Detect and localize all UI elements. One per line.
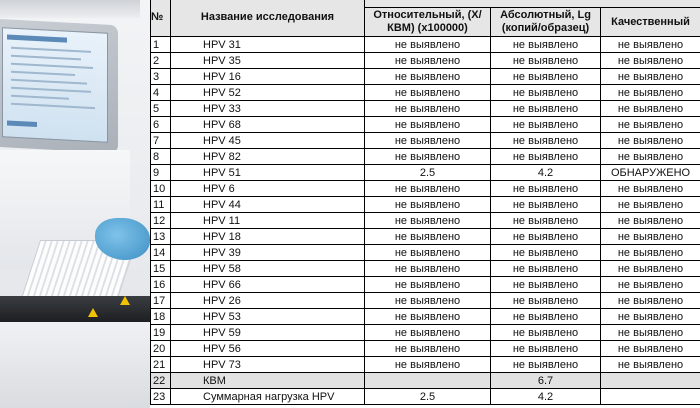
table-row — [151, 165, 700, 181]
table-row — [151, 245, 700, 261]
row-absolute-value: не выявлено — [491, 341, 601, 357]
device-touchscreen — [2, 27, 108, 143]
table-row — [151, 325, 700, 341]
row-test-name: HPV 53 — [171, 309, 365, 325]
row-number: 1 — [151, 37, 171, 53]
row-relative-value: не выявлено — [365, 69, 491, 85]
row-relative-value: не выявлено — [365, 101, 491, 117]
row-qualitative-value: не выявлено — [601, 309, 700, 325]
table-row — [151, 341, 700, 357]
table-row — [151, 357, 700, 373]
row-number: 13 — [151, 229, 171, 245]
row-qualitative-value: не выявлено — [601, 181, 700, 197]
row-relative-value: не выявлено — [365, 229, 491, 245]
row-qualitative-value: не выявлено — [601, 69, 700, 85]
row-number: 19 — [151, 325, 171, 341]
row-qualitative-value — [601, 373, 700, 389]
row-number: 8 — [151, 149, 171, 165]
table-row — [151, 181, 700, 197]
row-absolute-value: не выявлено — [491, 213, 601, 229]
table-row — [151, 53, 700, 69]
row-test-name: КВМ — [171, 373, 365, 389]
row-test-name: HPV 35 — [171, 53, 365, 69]
row-test-name: HPV 66 — [171, 277, 365, 293]
row-qualitative-value: не выявлено — [601, 245, 700, 261]
row-number: 17 — [151, 293, 171, 309]
pcr-device-photo — [0, 0, 152, 408]
row-absolute-value: не выявлено — [491, 245, 601, 261]
row-relative-value: не выявлено — [365, 37, 491, 53]
row-qualitative-value: не выявлено — [601, 37, 700, 53]
row-test-name: HPV 11 — [171, 213, 365, 229]
table-row — [151, 69, 700, 85]
row-relative-value: не выявлено — [365, 261, 491, 277]
row-qualitative-value: не выявлено — [601, 341, 700, 357]
row-relative-value — [365, 373, 491, 389]
row-test-name: HPV 26 — [171, 293, 365, 309]
row-number: 12 — [151, 213, 171, 229]
warning-icon — [120, 296, 130, 305]
row-qualitative-value: не выявлено — [601, 101, 700, 117]
row-absolute-value: 4.2 — [491, 165, 601, 181]
row-relative-value: не выявлено — [365, 53, 491, 69]
row-qualitative-value: не выявлено — [601, 53, 700, 69]
row-absolute-value: не выявлено — [491, 181, 601, 197]
header-result-group — [365, 0, 700, 8]
table-row — [151, 117, 700, 133]
table-row — [151, 277, 700, 293]
row-qualitative-value: не выявлено — [601, 85, 700, 101]
row-qualitative-value: не выявлено — [601, 117, 700, 133]
row-test-name: HPV 51 — [171, 165, 365, 181]
row-qualitative-value — [601, 389, 700, 405]
row-qualitative-value: не выявлено — [601, 293, 700, 309]
row-number: 5 — [151, 101, 171, 117]
row-test-name: HPV 45 — [171, 133, 365, 149]
row-absolute-value: не выявлено — [491, 149, 601, 165]
header-test-name: Название исследования — [171, 0, 365, 37]
row-qualitative-value: не выявлено — [601, 197, 700, 213]
row-qualitative-value: не выявлено — [601, 325, 700, 341]
row-number: 4 — [151, 85, 171, 101]
row-number: 21 — [151, 357, 171, 373]
total-load-row — [151, 389, 700, 405]
row-absolute-value: не выявлено — [491, 277, 601, 293]
table-row — [151, 101, 700, 117]
row-test-name: HPV 82 — [171, 149, 365, 165]
row-number: 23 — [151, 389, 171, 405]
row-number: 16 — [151, 277, 171, 293]
row-absolute-value: не выявлено — [491, 293, 601, 309]
row-relative-value: не выявлено — [365, 117, 491, 133]
row-qualitative-value: не выявлено — [601, 213, 700, 229]
row-test-name: HPV 18 — [171, 229, 365, 245]
header-relative: Относительный, (Х/КВМ) (х100000) — [365, 8, 491, 37]
row-absolute-value: 6.7 — [491, 373, 601, 389]
row-absolute-value: не выявлено — [491, 53, 601, 69]
row-number: 3 — [151, 69, 171, 85]
row-number: 14 — [151, 245, 171, 261]
table-row — [151, 293, 700, 309]
row-number: 7 — [151, 133, 171, 149]
row-absolute-value: не выявлено — [491, 325, 601, 341]
row-relative-value: не выявлено — [365, 277, 491, 293]
row-test-name: HPV 44 — [171, 197, 365, 213]
table-row — [151, 197, 700, 213]
row-test-name: HPV 58 — [171, 261, 365, 277]
row-qualitative-value: не выявлено — [601, 149, 700, 165]
table-row — [151, 133, 700, 149]
results-body — [151, 37, 700, 405]
row-test-name: HPV 59 — [171, 325, 365, 341]
row-number: 20 — [151, 341, 171, 357]
row-relative-value: не выявлено — [365, 181, 491, 197]
row-relative-value: не выявлено — [365, 149, 491, 165]
row-qualitative-value: ОБНАРУЖЕНО — [601, 165, 700, 181]
table-row — [151, 261, 700, 277]
kbm-row — [151, 373, 700, 389]
row-relative-value: не выявлено — [365, 341, 491, 357]
row-absolute-value: не выявлено — [491, 37, 601, 53]
row-number: 9 — [151, 165, 171, 181]
row-relative-value: не выявлено — [365, 293, 491, 309]
row-absolute-value: не выявлено — [491, 69, 601, 85]
row-test-name: HPV 52 — [171, 85, 365, 101]
row-test-name: HPV 73 — [171, 357, 365, 373]
row-test-name: HPV 39 — [171, 245, 365, 261]
table-row — [151, 37, 700, 53]
row-relative-value: не выявлено — [365, 245, 491, 261]
row-qualitative-value: не выявлено — [601, 229, 700, 245]
hpv-results-table — [150, 0, 700, 405]
row-test-name: HPV 31 — [171, 37, 365, 53]
warning-icon — [88, 308, 98, 317]
row-absolute-value: не выявлено — [491, 309, 601, 325]
row-qualitative-value: не выявлено — [601, 277, 700, 293]
row-absolute-value: не выявлено — [491, 101, 601, 117]
table-row — [151, 229, 700, 245]
row-relative-value: не выявлено — [365, 309, 491, 325]
row-relative-value: не выявлено — [365, 197, 491, 213]
row-relative-value: 2.5 — [365, 389, 491, 405]
row-qualitative-value: не выявлено — [601, 357, 700, 373]
row-number: 18 — [151, 309, 171, 325]
row-number: 22 — [151, 373, 171, 389]
header-qualitative: Качественный — [601, 8, 700, 37]
row-absolute-value: не выявлено — [491, 85, 601, 101]
row-test-name: HPV 16 — [171, 69, 365, 85]
row-test-name: HPV 56 — [171, 341, 365, 357]
row-absolute-value: не выявлено — [491, 117, 601, 133]
row-absolute-value: не выявлено — [491, 357, 601, 373]
header-number: № — [151, 0, 171, 37]
row-relative-value: не выявлено — [365, 133, 491, 149]
row-absolute-value: не выявлено — [491, 229, 601, 245]
device-base — [0, 322, 152, 408]
row-test-name: HPV 68 — [171, 117, 365, 133]
row-absolute-value: не выявлено — [491, 133, 601, 149]
row-number: 6 — [151, 117, 171, 133]
row-absolute-value: 4.2 — [491, 389, 601, 405]
row-qualitative-value: не выявлено — [601, 133, 700, 149]
row-relative-value: не выявлено — [365, 325, 491, 341]
row-number: 2 — [151, 53, 171, 69]
table-row — [151, 85, 700, 101]
row-number: 10 — [151, 181, 171, 197]
header-absolute: Абсолютный, Lg (копий/образец) — [491, 8, 601, 37]
row-qualitative-value: не выявлено — [601, 261, 700, 277]
table-row — [151, 149, 700, 165]
row-relative-value: 2.5 — [365, 165, 491, 181]
row-number: 11 — [151, 197, 171, 213]
row-absolute-value: не выявлено — [491, 197, 601, 213]
row-number: 15 — [151, 261, 171, 277]
results-sheet — [150, 0, 700, 408]
row-relative-value: не выявлено — [365, 357, 491, 373]
device-top-edge — [0, 0, 140, 18]
row-relative-value: не выявлено — [365, 85, 491, 101]
row-relative-value: не выявлено — [365, 213, 491, 229]
row-absolute-value: не выявлено — [491, 261, 601, 277]
table-row — [151, 213, 700, 229]
row-test-name: Суммарная нагрузка HPV — [171, 389, 365, 405]
table-row — [151, 309, 700, 325]
row-test-name: HPV 6 — [171, 181, 365, 197]
row-test-name: HPV 33 — [171, 101, 365, 117]
